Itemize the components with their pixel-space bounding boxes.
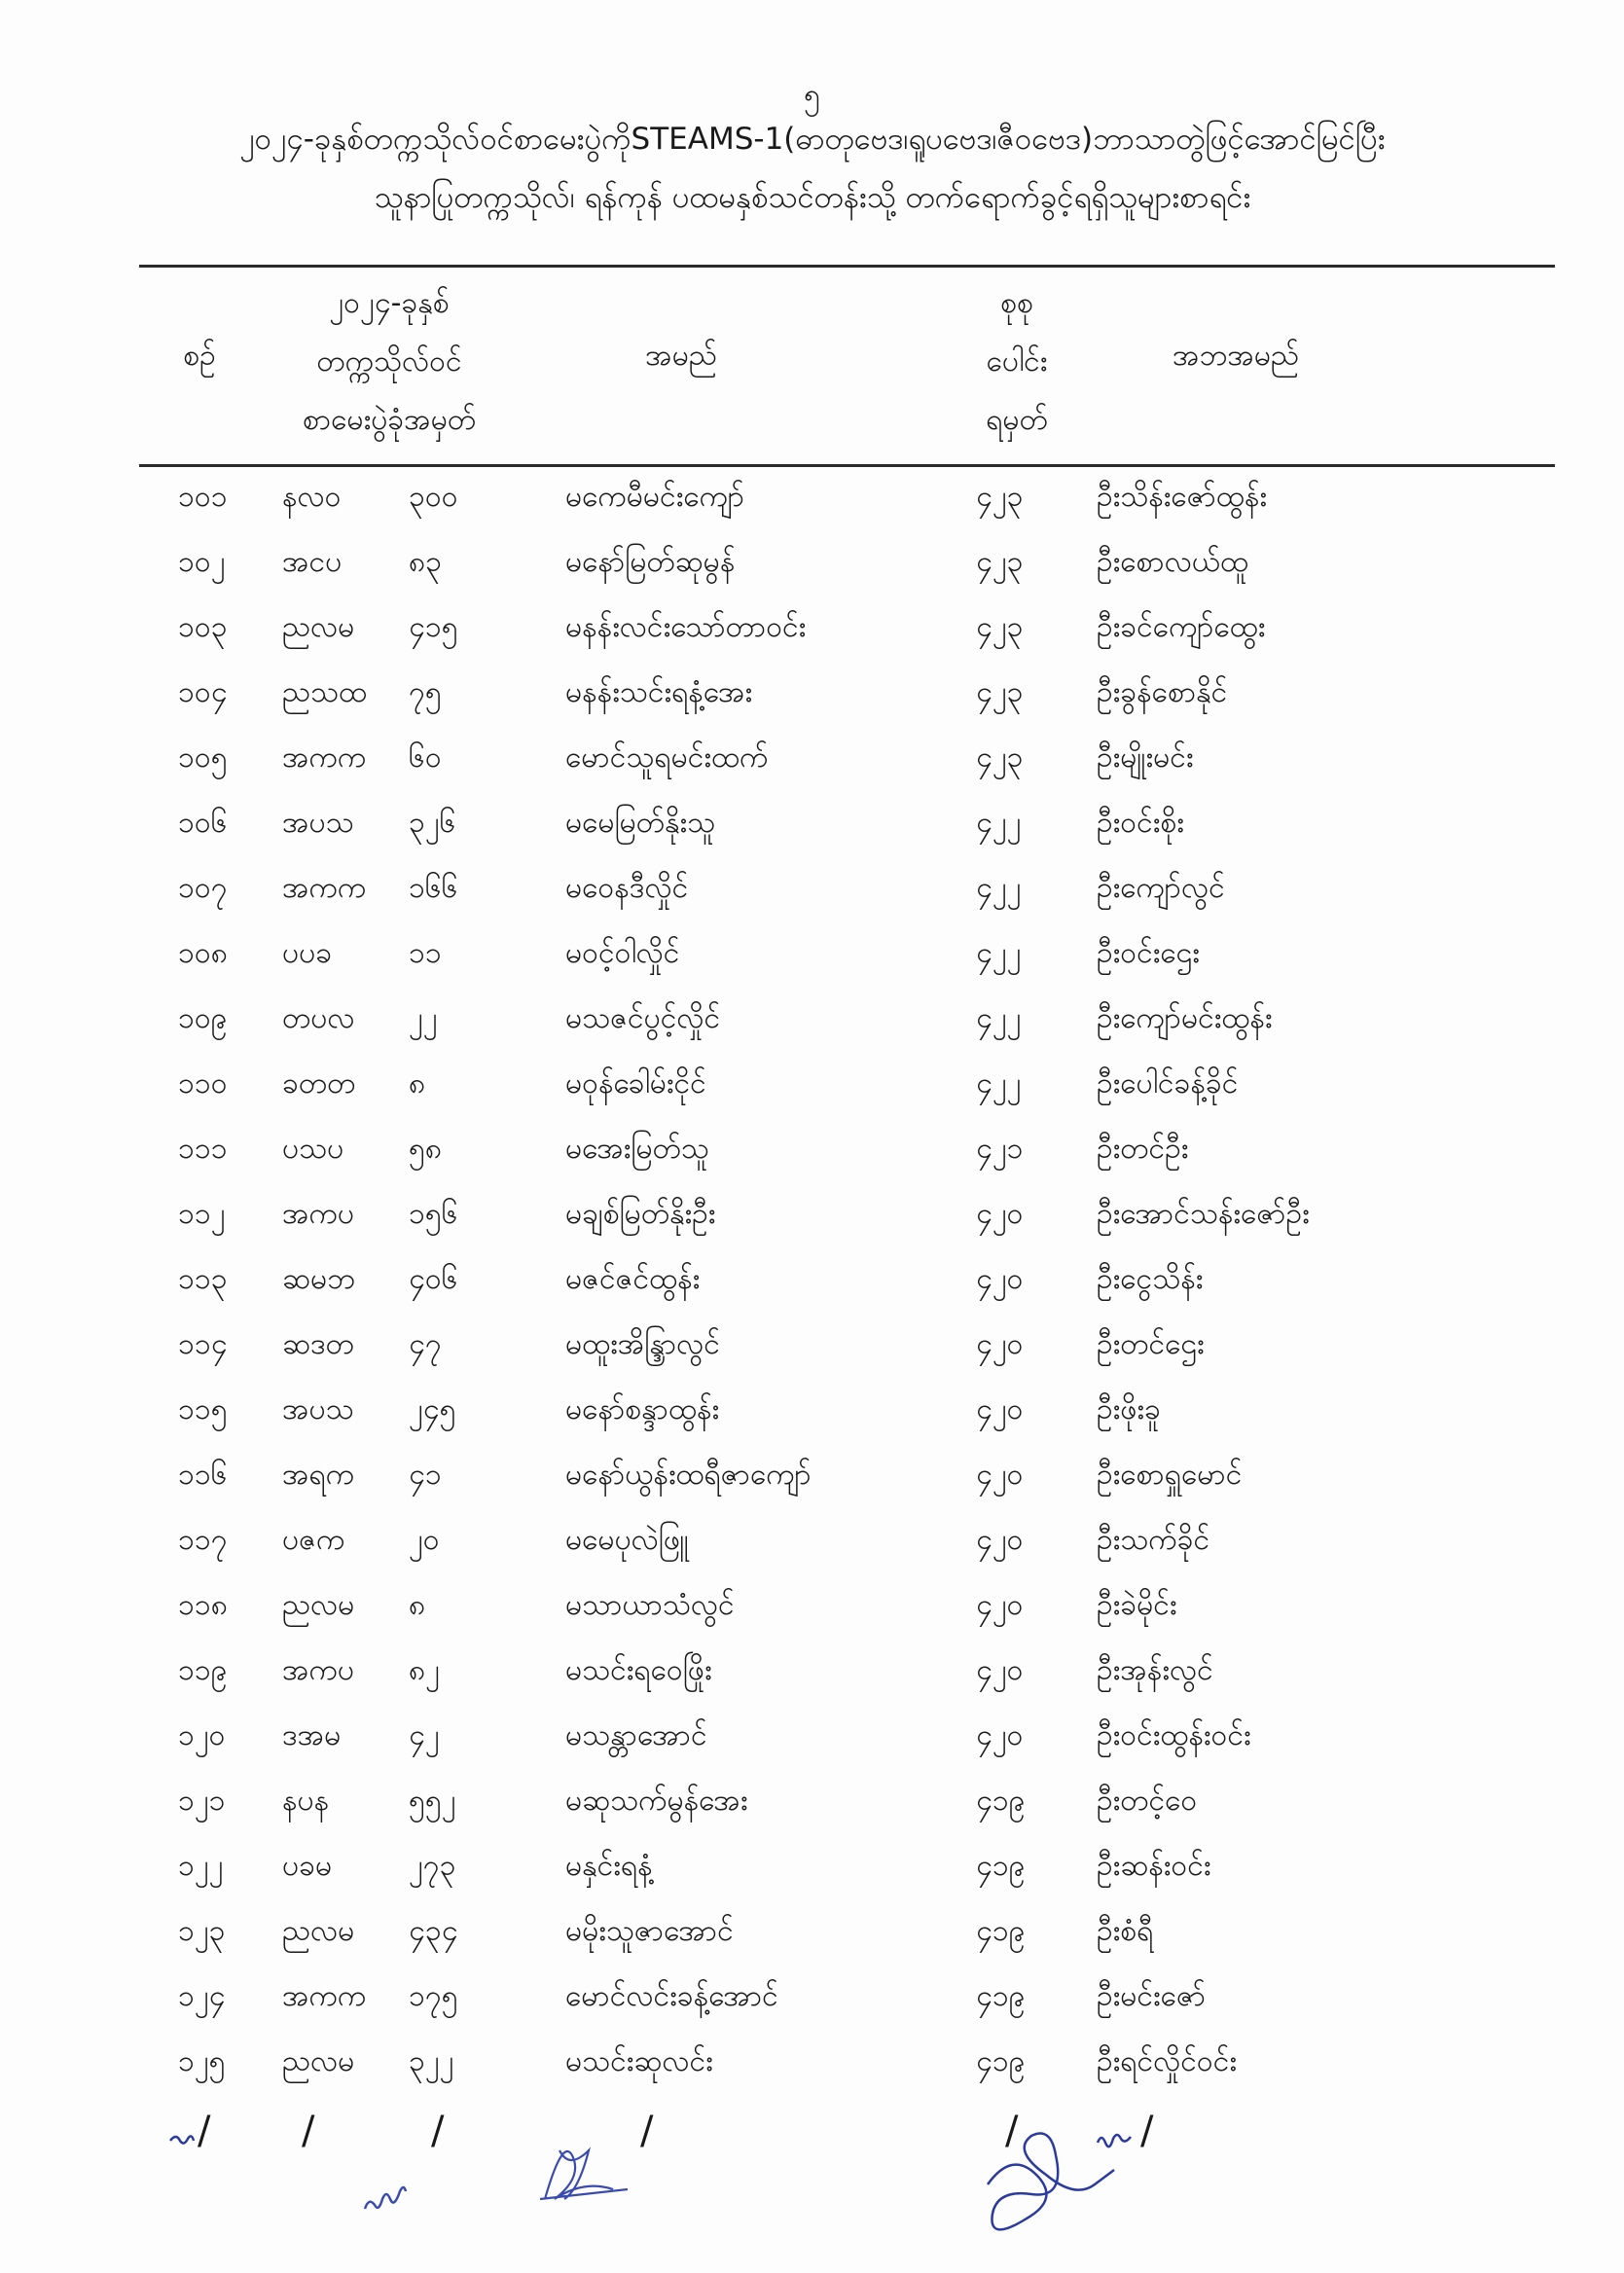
table-row — [0, 661, 1624, 725]
student-name: မနန်းသင်းရနံ့အေး — [565, 675, 753, 709]
row-number: ၁၁၀ — [178, 1066, 228, 1100]
student-name: မမေပုလဲဖြူ — [565, 1523, 689, 1557]
table-row — [0, 1508, 1624, 1572]
student-name: မနော်မြတ်ဆုမွန် — [565, 545, 736, 579]
exam-roll-number: ၂၀ — [409, 1523, 440, 1557]
header-father: အဘအမည် — [1172, 339, 1300, 373]
row-number: ၁၀၃ — [178, 610, 228, 644]
father-name: ဦးစံရီ — [1097, 1914, 1154, 1948]
father-name: ဦးငွေသိန်း — [1097, 1262, 1204, 1296]
signature-mark: / — [1140, 2109, 1154, 2153]
exam-roll-prefix: အကပ — [282, 1197, 355, 1231]
table-row — [0, 1378, 1624, 1442]
total-score: ၄၂၀ — [976, 1392, 1024, 1426]
row-number: ၁၁၁ — [178, 1132, 228, 1166]
row-number: ၁၁၂ — [178, 1197, 226, 1231]
total-score: ၄၂၀ — [976, 1718, 1024, 1752]
row-number: ၁၀၂ — [178, 545, 226, 579]
row-number: ၁၁၄ — [178, 1327, 228, 1361]
table-row — [0, 595, 1624, 660]
exam-roll-number: ၂၂ — [409, 1001, 438, 1035]
signature-mark: / — [1005, 2109, 1019, 2153]
exam-roll-number: ၈ — [409, 1588, 426, 1622]
row-number: ၁၀၉ — [178, 1001, 228, 1035]
exam-roll-prefix: အကက — [282, 1979, 367, 2013]
table-row — [0, 987, 1624, 1051]
table-row — [0, 921, 1624, 986]
exam-roll-number: ၄၇ — [409, 1327, 442, 1361]
header-total-line-1: စုစု — [1000, 286, 1033, 320]
total-score: ၄၂၂ — [976, 806, 1022, 840]
row-number: ၁၀၄ — [178, 675, 228, 709]
father-name: ဦးစောရှူမောင် — [1097, 1458, 1243, 1492]
table-row — [0, 1965, 1624, 2029]
signature-mark: / — [302, 2109, 315, 2153]
total-score: ၄၂၃ — [976, 610, 1024, 644]
header-exam-roll — [263, 274, 516, 450]
exam-roll-number: ၇၅ — [409, 675, 442, 709]
exam-roll-number: ၈၃ — [409, 545, 443, 579]
table-row — [0, 1117, 1624, 1181]
exam-roll-prefix: ပပခ — [282, 936, 333, 970]
exam-roll-prefix: ဆဒတ — [282, 1327, 354, 1361]
signature-mark: / — [431, 2109, 445, 2153]
father-name: ဦးတင်ဦး — [1097, 1132, 1189, 1166]
student-name: မဝေနဒီလှိုင် — [565, 871, 689, 905]
total-score: ၄၁၉ — [976, 1914, 1026, 1948]
exam-roll-number: ၃၂၂ — [409, 2044, 454, 2078]
total-score: ၄၂၃ — [976, 740, 1024, 775]
father-name: ဦးမင်းဇော် — [1097, 1979, 1207, 2013]
exam-roll-number: ၅၈ — [409, 1132, 443, 1166]
exam-roll-prefix: ပသပ — [282, 1132, 344, 1166]
title-line-1: ၂၀၂၄-ခုနှစ်တက္ကသိုလ်ဝင်စာမေးပွဲကိုSTEAMS-1(ဓာတုဗေဒ၊ရူပဗေဒ၊ဇီဝဗေဒ)ဘာသာတွဲဖြင့်အောင်မြင်ပြီး — [239, 122, 1386, 157]
exam-roll-number: ၄၀၆ — [409, 1262, 458, 1296]
exam-roll-number: ၃၀၀ — [409, 480, 458, 514]
table-row — [0, 1247, 1624, 1312]
total-score: ၄၂၀ — [976, 1327, 1024, 1361]
total-score: ၄၂၀ — [976, 1653, 1024, 1687]
header-exam-roll-line-1: ၂၀၂၄-ခုနှစ် — [329, 286, 450, 320]
exam-roll-number: ၈ — [409, 1066, 426, 1100]
exam-roll-prefix: အပသ — [282, 1392, 354, 1426]
total-score: ၄၂၂ — [976, 871, 1022, 905]
father-name: ဦးခင်ကျော်ထွေး — [1097, 610, 1266, 644]
exam-roll-number: ၂၇၃ — [409, 1849, 456, 1883]
table-row — [0, 726, 1624, 790]
signature-scribble — [540, 2150, 628, 2199]
father-name: ဦးဝင်းထွန်းဝင်း — [1097, 1718, 1251, 1752]
exam-roll-prefix: အကပ — [282, 1653, 355, 1687]
student-name: မောင်လင်းခန့်အောင် — [565, 1979, 778, 2013]
table-row — [0, 1573, 1624, 1638]
row-number: ၁၀၁ — [178, 480, 228, 514]
table-row — [0, 791, 1624, 855]
row-number: ၁၁၆ — [178, 1458, 228, 1492]
signature-mark: / — [640, 2109, 654, 2153]
signature-mark: / — [198, 2109, 211, 2153]
total-score: ၄၂၂ — [976, 1066, 1022, 1100]
exam-roll-prefix: အငပ — [282, 545, 343, 579]
exam-roll-prefix: ဒအမ — [282, 1718, 342, 1752]
table-row — [0, 1443, 1624, 1507]
total-score: ၄၂၂ — [976, 936, 1022, 970]
exam-roll-prefix: ပခမ — [282, 1849, 333, 1883]
exam-roll-number: ၁၁ — [409, 936, 442, 970]
exam-roll-number: ၄၃၄ — [409, 1914, 458, 1948]
row-number: ၁၁၅ — [178, 1392, 228, 1426]
row-number: ၁၁၇ — [178, 1523, 228, 1557]
signature-scribble — [365, 2187, 406, 2209]
header-total — [963, 274, 1070, 450]
total-score: ၄၂၀ — [976, 1197, 1024, 1231]
row-number: ၁၀၈ — [178, 936, 228, 970]
student-name: မသန္တာအောင် — [565, 1718, 707, 1752]
father-name: ဦးခဲမိုင်း — [1097, 1588, 1177, 1622]
table-row — [0, 2030, 1624, 2094]
exam-roll-prefix: နလဝ — [282, 480, 342, 514]
student-name: မချစ်မြတ်နိုးဦး — [565, 1197, 716, 1231]
row-number: ၁၂၁ — [178, 1784, 226, 1818]
total-score: ၄၂၃ — [976, 545, 1024, 579]
father-name: ဦးစောလယ်ထူ — [1097, 545, 1249, 579]
exam-roll-number: ၁၆၆ — [409, 871, 458, 905]
father-name: ဦးသက်ခိုင် — [1097, 1523, 1210, 1557]
exam-roll-number: ၄၂ — [409, 1718, 440, 1752]
student-name: မသာယာသံလွင် — [565, 1588, 735, 1622]
row-number: ၁၂၀ — [178, 1718, 226, 1752]
father-name: ဦးပေါင်ခန့်ခိုင် — [1097, 1066, 1239, 1100]
student-name: မကေမီမင်းကျော် — [565, 480, 745, 514]
student-name: မဇင်ဇင်ထွန်း — [565, 1262, 701, 1296]
header-total-line-3: ရမှတ် — [986, 403, 1048, 437]
exam-roll-prefix: ဆမဘ — [282, 1262, 356, 1296]
student-name: မမိုးသူဇာအောင် — [565, 1914, 734, 1948]
father-name: ဦးခွန်စောနိုင် — [1097, 675, 1228, 709]
student-name: မနော်ယွန်းထရီဇာကျော် — [565, 1458, 812, 1492]
table-row — [0, 1639, 1624, 1703]
row-number: ၁၀၇ — [178, 871, 228, 905]
student-name: မဝုန်ခေါမ်းငိုင် — [565, 1066, 706, 1100]
exam-roll-prefix: ညလမ — [282, 1914, 355, 1948]
exam-roll-prefix: အရက — [282, 1458, 355, 1492]
exam-roll-number: ၅၅၂ — [409, 1784, 456, 1818]
signature-scribble — [170, 2136, 194, 2143]
total-score: ၄၂၂ — [976, 1001, 1022, 1035]
table-row — [0, 1313, 1624, 1377]
student-name: မနန်းလင်းသော်တာဝင်း — [565, 610, 807, 644]
total-score: ၄၂၁ — [976, 1132, 1024, 1166]
father-name: ဦးဝင်းစိုး — [1097, 806, 1184, 840]
header-total-line-2: ပေါင်း — [986, 344, 1048, 379]
student-name: မသဇင်ပွင့်လှိုင် — [565, 1001, 721, 1035]
table-row — [0, 1182, 1624, 1246]
father-name: ဦးကျော်လွင် — [1097, 871, 1225, 905]
exam-roll-prefix: ညလမ — [282, 1588, 355, 1622]
student-name: မဝင့်ဝါလှိုင် — [565, 936, 680, 970]
table-row — [0, 1052, 1624, 1116]
exam-roll-prefix: အကက — [282, 871, 367, 905]
total-score: ၄၂၀ — [976, 1458, 1024, 1492]
father-name: ဦးတင့်ဝေ — [1097, 1784, 1198, 1818]
student-name: မထူးအိန္ဒြာလွင် — [565, 1327, 720, 1361]
total-score: ၄၂၃ — [976, 480, 1024, 514]
row-number: ၁၀၆ — [178, 806, 228, 840]
exam-roll-prefix: အကက — [282, 740, 367, 775]
total-score: ၄၂၀ — [976, 1588, 1024, 1622]
exam-roll-prefix: ညလမ — [282, 2044, 355, 2078]
title-line-2: သူနာပြုတက္ကသိုလ်၊ ရန်ကုန် ပထမနှစ်သင်တန်းသို့ တက်ရောက်ခွင့်ရရှိသူများစာရင်း — [374, 180, 1251, 215]
exam-roll-prefix: အပသ — [282, 806, 354, 840]
father-name: ဦးရင်လှိုင်ဝင်း — [1097, 2044, 1237, 2078]
exam-roll-prefix: ညလမ — [282, 610, 355, 644]
signature-area — [0, 2092, 1624, 2273]
student-name: မသင်းဆုလင်း — [565, 2044, 713, 2078]
table-row — [0, 530, 1624, 595]
father-name: ဦးဝင်းဌေး — [1097, 936, 1200, 970]
row-number: ၁၂၅ — [178, 2044, 226, 2078]
exam-roll-number: ၈၂ — [409, 1653, 440, 1687]
student-name: မအေးမြတ်သူ — [565, 1132, 709, 1166]
total-score: ၄၁၉ — [976, 1849, 1026, 1883]
total-score: ၄၁၉ — [976, 1979, 1026, 2013]
page-number: ၅ — [804, 78, 820, 112]
father-name: ဦးကျော်မင်းထွန်း — [1097, 1001, 1273, 1035]
student-name: မမေမြတ်နိုးသူ — [565, 806, 716, 840]
header-name: အမည် — [645, 339, 717, 373]
father-name: ဦးမျိုးမင်း — [1097, 740, 1194, 775]
row-number: ၁၂၃ — [178, 1914, 226, 1948]
student-name: မောင်သူရမင်းထက် — [565, 740, 769, 775]
row-number: ၁၁၉ — [178, 1653, 228, 1687]
row-number: ၁၁၈ — [178, 1588, 228, 1622]
exam-roll-number: ၆၀ — [409, 740, 442, 775]
total-score: ၄၁၉ — [976, 2044, 1026, 2078]
exam-roll-prefix: နပန — [282, 1784, 330, 1818]
handwritten-signatures — [0, 2092, 1624, 2273]
row-number: ၁၂၂ — [178, 1849, 224, 1883]
table-row — [0, 1834, 1624, 1898]
exam-roll-number: ၄၁ — [409, 1458, 442, 1492]
table-row — [0, 1899, 1624, 1964]
table-top-rule — [139, 265, 1555, 268]
signature-scribble — [1098, 2135, 1131, 2147]
exam-roll-number: ၄၁၅ — [409, 610, 458, 644]
exam-roll-number: ၁၅၆ — [409, 1197, 458, 1231]
total-score: ၄၁၉ — [976, 1784, 1026, 1818]
table-row — [0, 465, 1624, 529]
total-score: ၄၂၀ — [976, 1523, 1024, 1557]
total-score: ၄၂၃ — [976, 675, 1024, 709]
student-name: မဆုသက်မွန်အေး — [565, 1784, 748, 1818]
exam-roll-prefix: ညသထ — [282, 675, 368, 709]
father-name: ဦးဆန်းဝင်း — [1097, 1849, 1211, 1883]
signature-scribble — [988, 2134, 1114, 2230]
student-name: မနော်စန္ဒာထွန်း — [565, 1392, 720, 1426]
row-number: ၁၁၃ — [178, 1262, 228, 1296]
row-number: ၁၂၄ — [178, 1979, 226, 2013]
table-row — [0, 1704, 1624, 1768]
student-name: မနှင်းရနံ့ — [565, 1849, 653, 1883]
exam-roll-number: ၁၇၅ — [409, 1979, 458, 2013]
row-number: ၁၀၅ — [178, 740, 228, 775]
header-exam-roll-line-3: စာမေးပွဲခုံအမှတ် — [302, 403, 477, 437]
total-score: ၄၂၀ — [976, 1262, 1024, 1296]
exam-roll-number: ၃၂၆ — [409, 806, 456, 840]
header-exam-roll-line-2: တက္ကသိုလ်ဝင် — [316, 344, 462, 379]
father-name: ဦးအောင်သန်းဇော်ဦး — [1097, 1197, 1310, 1231]
exam-roll-prefix: ခတတ — [282, 1066, 356, 1100]
father-name: ဦးတင်ဌေး — [1097, 1327, 1205, 1361]
header-no: စဉ် — [183, 339, 216, 373]
exam-roll-prefix: ပဇက — [282, 1523, 345, 1557]
table-row — [0, 1769, 1624, 1833]
father-name: ဦးသိန်းဇော်ထွန်း — [1097, 480, 1268, 514]
father-name: ဦးဖိုးခူ — [1097, 1392, 1161, 1426]
father-name: ဦးအုန်းလွင် — [1097, 1653, 1213, 1687]
exam-roll-prefix: တပလ — [282, 1001, 355, 1035]
table-row — [0, 856, 1624, 920]
student-name: မသင်းရဝေဖြိုး — [565, 1653, 712, 1687]
exam-roll-number: ၂၄၅ — [409, 1392, 456, 1426]
